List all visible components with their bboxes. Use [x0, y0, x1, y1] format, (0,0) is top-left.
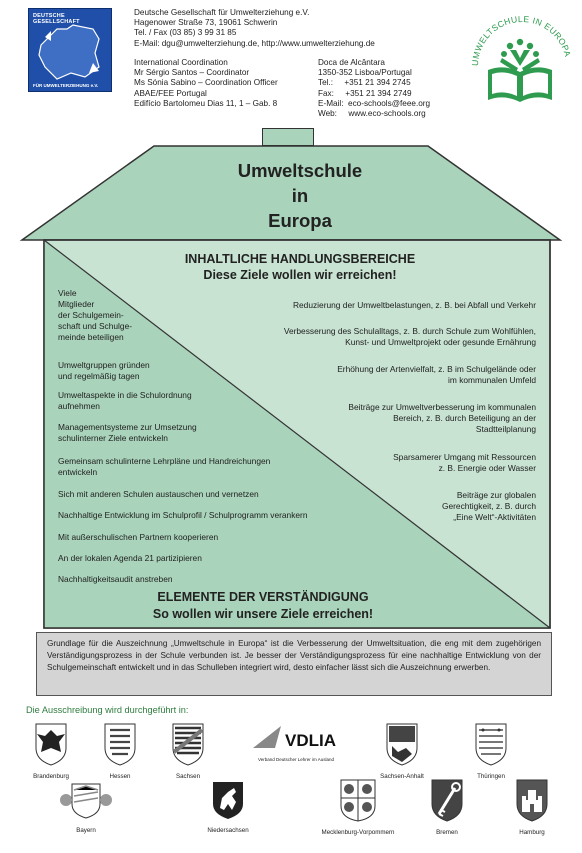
item-line: Erhöhung der Artenvielfalt, z. B im Schulgelände oder — [337, 364, 536, 374]
pt-line: E-Mail: eco-schools@feee.org — [318, 98, 431, 108]
intl-title: International Coordination — [134, 58, 228, 67]
section1-subtitle: Diese Ziele wollen wir erreichen! — [203, 268, 397, 282]
state-label: Brandenburg — [33, 773, 69, 780]
item-line: Verbesserung des Schulalltags, z. B. durch Schule zum Wohlfühlen, — [283, 326, 536, 336]
item-line: entwickeln — [58, 467, 98, 477]
hessen-lion-icon — [102, 722, 138, 766]
org-name: Deutsche Gesellschaft für Umwelterziehung e.V. — [134, 8, 310, 17]
item-line: Nachhaltigkeitsaudit anstreben — [58, 574, 173, 584]
niedersachsen-horse-icon — [210, 780, 246, 820]
item-line: Gerechtigkeit, z. B. durch — [441, 501, 536, 511]
right-item-6 — [442, 490, 536, 523]
crest-bremen — [422, 778, 472, 836]
vdlia-swoosh-icon — [251, 724, 341, 750]
bayern-arms-icon — [58, 780, 114, 820]
item-line: „Eine Welt“-Aktivitäten — [453, 512, 536, 522]
item-line: meinde beteiligen — [58, 332, 124, 342]
left-item-2 — [58, 360, 150, 382]
item-line: Umweltgruppen gründen — [58, 360, 150, 370]
state-label: Bayern — [76, 827, 96, 834]
right-item-5 — [393, 452, 536, 474]
crest-mecklenburg-vorpommern — [320, 778, 396, 836]
item-line: schaft und Schulge- — [58, 321, 133, 331]
vdlia-name: VDLIA — [285, 731, 336, 750]
org-address: Hagenower Straße 73, 19061 Schwerin — [134, 18, 278, 28]
left-item-10 — [58, 574, 173, 585]
item-line: Reduzierung der Umweltbelastungen, z. B. bei Abfall und Verkehr — [292, 300, 536, 310]
item-line: Stadtteilplanung — [475, 424, 536, 434]
pt-line: Tel.: +351 21 394 2745 — [318, 78, 411, 88]
item-line: Nachhaltige Entwicklung im Schulprofil / Schulprogramm verankern — [58, 510, 308, 520]
item-line: Sich mit anderen Schulen austauschen und vernetzen — [58, 489, 259, 499]
vdlia-logo — [248, 724, 344, 762]
item-line: Mit außerschulischen Partnern kooperieren — [58, 532, 219, 542]
section1-title: INHALTLICHE HANDLUNGSBEREICHE — [184, 252, 416, 266]
intl-line: Ms Sónia Sabino – Coordination Officer — [134, 78, 278, 88]
pt-line: Doca de Alcântara — [318, 58, 385, 67]
state-label: Thüringen — [477, 773, 505, 780]
crest-sachsen — [164, 722, 212, 780]
dgu-logo-top-text: DEUTSCHE GESELLSCHAFT — [33, 13, 80, 25]
right-item-1 — [293, 300, 536, 311]
item-line: Beiträge zur globalen — [456, 490, 536, 500]
sachsen-anhalt-shield-icon — [384, 722, 420, 766]
dgu-logo-bottom-text: FÜR UMWELTERZIEHUNG e.V. — [33, 83, 99, 88]
intl-line: Mr Sérgio Santos – Coordinator — [134, 68, 250, 78]
thueringen-lion-icon — [473, 722, 509, 766]
state-label: Mecklenburg-Vorpommern — [321, 829, 395, 836]
item-line: Sparsamerer Umgang mit Ressourcen — [393, 452, 536, 462]
house-title-line: Umweltschule — [237, 160, 363, 181]
item-line: und regelmäßig tagen — [58, 371, 140, 381]
left-item-1 — [58, 288, 132, 343]
org-contact: E-Mail: dgu@umwelterziehung.de, http://www.umwelterziehung.de — [134, 38, 375, 48]
bremen-key-icon — [429, 778, 465, 822]
item-line: Bereich, z. B. durch Beteiligung an der — [393, 413, 536, 423]
item-line: der Schulgemein- — [58, 310, 124, 320]
vdlia-subtitle: Verband Deutscher Lehrer im Ausland — [257, 757, 335, 762]
state-label: Bremen — [436, 829, 458, 836]
right-item-4 — [348, 402, 536, 435]
item-line: Beiträge zur Umweltverbesserung im kommunalen — [348, 402, 536, 412]
left-item-8 — [58, 532, 218, 543]
crest-hamburg — [510, 778, 554, 836]
item-line: im kommunalen Umfeld — [448, 375, 536, 385]
sachsen-shield-icon — [170, 722, 206, 766]
item-line: An der lokalen Agenda 21 partizipieren — [58, 553, 202, 563]
grundlage-text-box: Grundlage für die Auszeichnung „Umweltschule in Europa“ ist die Verbesserung der Umweltsituation, die eng mit dem zugehörigen Verständigungsprozess in der Schule verbunden ist. Je besser der Verständigungsprozess für eine nachhaltige Entwicklung von der Schulgemeinschaft entwickelt und in das Schulleben integriert wird, desto einfacher lässt sich die Auszeichnung erwerben. — [36, 632, 552, 696]
house-title-line: Europa — [268, 210, 332, 231]
pt-line: Fax: +351 21 394 2749 — [318, 88, 412, 98]
hamburg-castle-icon — [514, 778, 550, 822]
left-item-3 — [58, 390, 192, 412]
state-label: Hessen — [109, 773, 131, 780]
house-title-line: in — [291, 185, 309, 206]
right-item-3 — [337, 364, 536, 386]
item-line: Mitglieder — [58, 299, 95, 309]
crest-brandenburg — [26, 722, 76, 780]
pt-line: 1350-352 Lisboa/Portugal — [318, 68, 412, 78]
eco-logo-text: UMWELTSCHULE IN EUROPA — [469, 13, 573, 67]
left-item-4 — [58, 422, 197, 444]
ausschreibung-label: Die Ausschreibung wird durchgeführt in: — [26, 705, 189, 715]
brandenburg-eagle-icon — [33, 722, 69, 766]
item-line: Gemeinsam schulinterne Lehrpläne und Handreichungen — [58, 456, 271, 466]
state-label: Hamburg — [519, 829, 545, 836]
left-item-7 — [58, 510, 308, 521]
left-item-6 — [58, 489, 259, 500]
intl-line: ABAE/FEE Portugal — [134, 88, 207, 98]
right-item-2 — [284, 326, 536, 348]
left-item-9 — [58, 553, 202, 564]
state-label: Sachsen-Anhalt — [380, 773, 424, 780]
item-line: Umweltaspekte in die Schulordnung — [58, 390, 192, 400]
section2-title: ELEMENTE DER VERSTÄNDIGUNG — [157, 590, 369, 604]
item-line: Viele — [58, 288, 77, 298]
crest-thueringen — [466, 722, 516, 780]
left-item-5 — [58, 456, 270, 478]
mecklenburg-vorpommern-shield-icon — [338, 778, 378, 822]
item-line: Kunst- und Umweltprojekt oder gesunde Ernährung — [345, 337, 536, 347]
crest-bayern — [56, 780, 116, 834]
org-phone: Tel. / Fax (03 85) 3 99 31 85 — [134, 28, 237, 38]
house-title — [190, 158, 410, 233]
state-label: Sachsen — [175, 773, 201, 780]
intl-line: Edifício Bartolomeu Dias 11, 1 – Gab. 8 — [134, 98, 278, 108]
item-line: Managementsysteme zur Umsetzung — [58, 422, 197, 432]
item-line: z. B. Energie oder Wasser — [438, 463, 536, 473]
pt-line: Web: www.eco-schools.org — [318, 109, 426, 119]
state-label: Niedersachsen — [207, 827, 249, 834]
item-line: aufnehmen — [58, 401, 100, 411]
crest-niedersachsen — [200, 780, 256, 834]
crest-hessen — [96, 722, 144, 780]
item-line: schulinterner Ziele entwickeln — [58, 433, 168, 443]
crest-sachsen-anhalt — [372, 722, 432, 780]
section2-subtitle: So wollen wir unsere Ziele erreichen! — [152, 607, 374, 621]
